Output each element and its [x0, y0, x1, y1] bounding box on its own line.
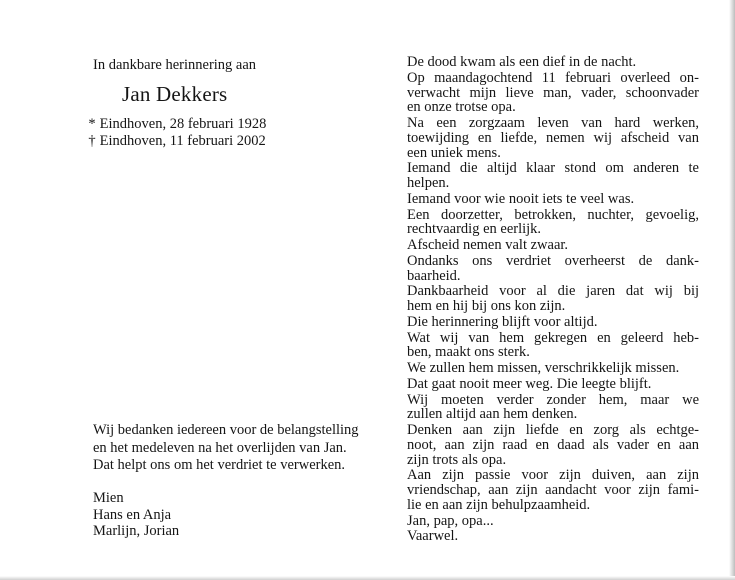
- poem-line: Afscheid nemen valt zwaar.: [407, 237, 569, 253]
- poem-text: [407, 55, 699, 545]
- card-edge-shadow: [729, 0, 735, 580]
- poem-line: toewijding en liefde, nemen wij afscheid van: [407, 129, 699, 146]
- deceased-name: Jan Dekkers: [122, 82, 228, 106]
- poem-stanza: [407, 529, 699, 544]
- poem-line: Een doorzetter, betrokken, nuchter, gevoelig,: [407, 206, 699, 223]
- poem-line: De dood kwam als een dief in de nacht.: [407, 54, 637, 70]
- poem-stanza: [407, 55, 699, 70]
- death-text: Eindhoven, 11 februari 2002: [99, 133, 266, 149]
- poem-line: Denken aan zijn liefde en zorg als echtge-: [407, 422, 699, 438]
- poem-stanza: [407, 284, 699, 314]
- intro-text: In dankbare herinnering aan: [93, 57, 257, 73]
- poem-line: baarheid.: [407, 267, 461, 284]
- poem-line: We zullen hem missen, verschrikkelijk missen.: [407, 360, 680, 376]
- poem-line: lie en aan zijn behulpzaamheid.: [407, 496, 591, 513]
- thanks-line: Dat helpt ons om het verdriet te verwerken.: [93, 457, 346, 473]
- poem-line: Wij moeten verder zonder hem, maar we: [407, 391, 699, 408]
- poem-line: Ondanks ons verdriet overheerst de dank-: [407, 252, 699, 269]
- poem-line: vriendschap, aan zijn aandacht voor zijn fami-: [407, 482, 699, 498]
- poem-stanza: [407, 238, 699, 253]
- poem-line: een uniek mens.: [407, 144, 501, 161]
- poem-line: Die herinnering blijft voor altijd.: [407, 313, 598, 330]
- poem-line: Jan, pap, opa...: [407, 512, 494, 529]
- signer: Mien: [93, 490, 124, 506]
- thanks-line: Wij bedanken iedereen voor de belangstelling: [93, 422, 359, 438]
- poem-stanza: [407, 254, 699, 284]
- poem-line: zijn trots als opa.: [407, 451, 507, 468]
- poem-stanza: [407, 315, 699, 330]
- poem-stanza: [407, 468, 699, 512]
- birth-symbol: *: [88, 116, 96, 132]
- card-bottom-shadow: [0, 576, 735, 580]
- poem-stanza: [407, 71, 699, 115]
- poem-line: hem en hij bij ons kon zijn.: [407, 298, 566, 314]
- death-line: [88, 133, 266, 150]
- birth-text: Eindhoven, 28 februari 1928: [99, 116, 267, 132]
- signer: Marlijn, Jorian: [93, 523, 180, 539]
- poem-line: noot, aan zijn raad en daad als vader en aan: [407, 436, 699, 453]
- signers: [93, 490, 179, 540]
- poem-line: verwacht mijn lieve man, vader, schoonvader: [407, 84, 699, 101]
- poem-line: zullen altijd aan hem denken.: [407, 406, 578, 423]
- thanks-line: en het medeleven na het overlijden van Jan.: [93, 439, 347, 456]
- signer: Hans en Anja: [93, 506, 172, 523]
- poem-line: Dat gaat nooit meer weg. Die leegte blijft.: [407, 375, 652, 392]
- poem-line: Op maandagochtend 11 februari overleed on-: [407, 69, 699, 86]
- poem-stanza: [407, 331, 699, 361]
- poem-stanza: [407, 423, 699, 467]
- cross-symbol: †: [88, 133, 96, 149]
- poem-stanza: [407, 192, 699, 207]
- poem-stanza: [407, 208, 699, 238]
- birth-line: [88, 116, 266, 133]
- poem-line: Dankbaarheid voor al die jaren dat wij bij: [407, 283, 699, 300]
- poem-line: rechtvaardig en eerlijk.: [407, 221, 542, 238]
- poem-line: helpen.: [407, 175, 450, 191]
- poem-stanza: [407, 361, 699, 376]
- poem-line: ben, maakt ons sterk.: [407, 344, 530, 361]
- poem-stanza: [407, 161, 699, 191]
- poem-stanza: [407, 514, 699, 529]
- poem-stanza: [407, 116, 699, 160]
- life-dates: [88, 116, 266, 150]
- poem-line: en onze trotse opa.: [407, 99, 516, 116]
- poem-stanza: [407, 393, 699, 423]
- thanks-paragraph: [93, 422, 359, 475]
- poem-line: Iemand die altijd klaar stond om anderen te: [407, 160, 699, 177]
- poem-line: Aan zijn passie voor zijn duiven, aan zijn: [407, 467, 699, 484]
- poem-line: Na een zorgzaam leven van hard werken,: [407, 115, 699, 131]
- poem-line: Iemand voor wie nooit iets te veel was.: [407, 190, 635, 207]
- left-panel: [0, 0, 367, 580]
- poem-line: Wat wij van hem gekregen en geleerd heb-: [407, 329, 699, 346]
- poem-line: Vaarwel.: [407, 528, 459, 545]
- poem-stanza: [407, 377, 699, 392]
